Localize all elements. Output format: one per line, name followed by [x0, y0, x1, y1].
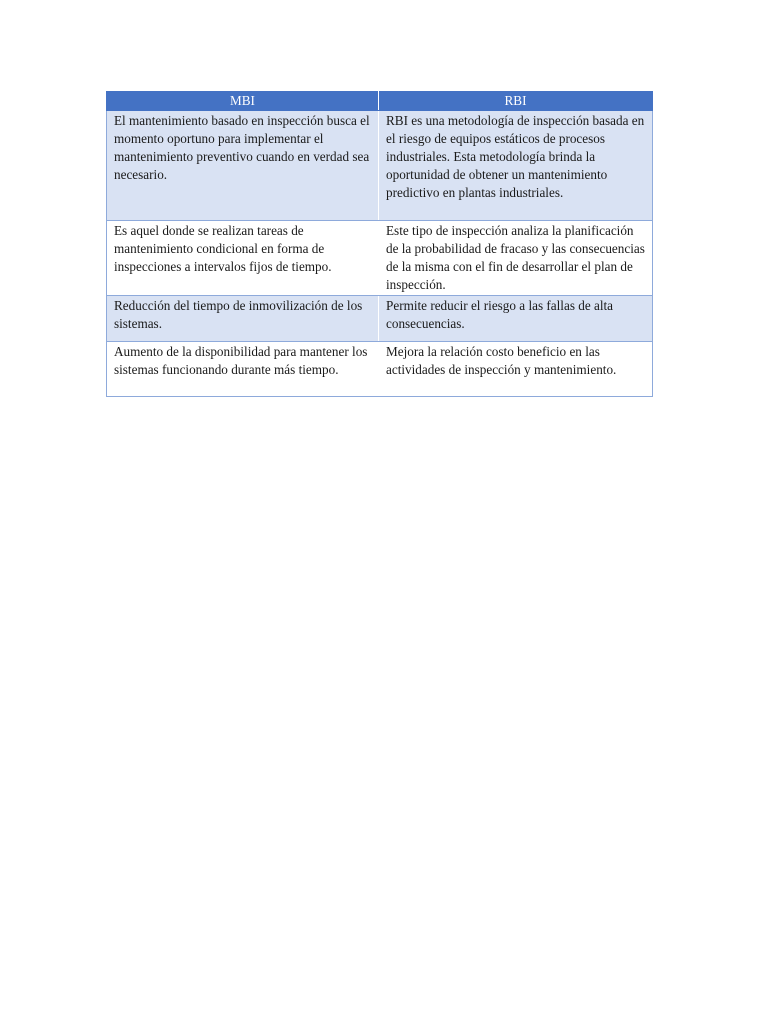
cell-mbi: Es aquel donde se realizan tareas de mantenimiento condicional en forma de inspecciones a intervalos fijos de tiempo.: [107, 221, 379, 296]
cell-rbi: RBI es una metodología de inspección basada en el riesgo de equipos estáticos de procesos industriales. Esta metodología brinda la oportunidad de obtener un mantenimiento predictivo en plantas industriales.: [379, 111, 653, 221]
cell-mbi: El mantenimiento basado en inspección busca el momento oportuno para implementar el mantenimiento preventivo cuando en verdad sea necesario.: [107, 111, 379, 221]
cell-rbi: Este tipo de inspección analiza la planificación de la probabilidad de fracaso y las consecuencias de la misma con el fin de desarrollar el plan de inspección.: [379, 221, 653, 296]
cell-rbi: Mejora la relación costo beneficio en las actividades de inspección y mantenimiento.: [379, 342, 653, 397]
cell-rbi: Permite reducir el riesgo a las fallas de alta consecuencias.: [379, 296, 653, 342]
header-mbi: MBI: [107, 92, 379, 111]
table-header-row: [107, 92, 653, 111]
table-row: [107, 221, 653, 296]
cell-mbi: Reducción del tiempo de inmovilización de los sistemas.: [107, 296, 379, 342]
table-row: [107, 342, 653, 397]
header-rbi: RBI: [379, 92, 653, 111]
table-row: [107, 111, 653, 221]
comparison-table: [106, 91, 653, 397]
cell-mbi: Aumento de la disponibilidad para mantener los sistemas funcionando durante más tiempo.: [107, 342, 379, 397]
table-row: [107, 296, 653, 342]
